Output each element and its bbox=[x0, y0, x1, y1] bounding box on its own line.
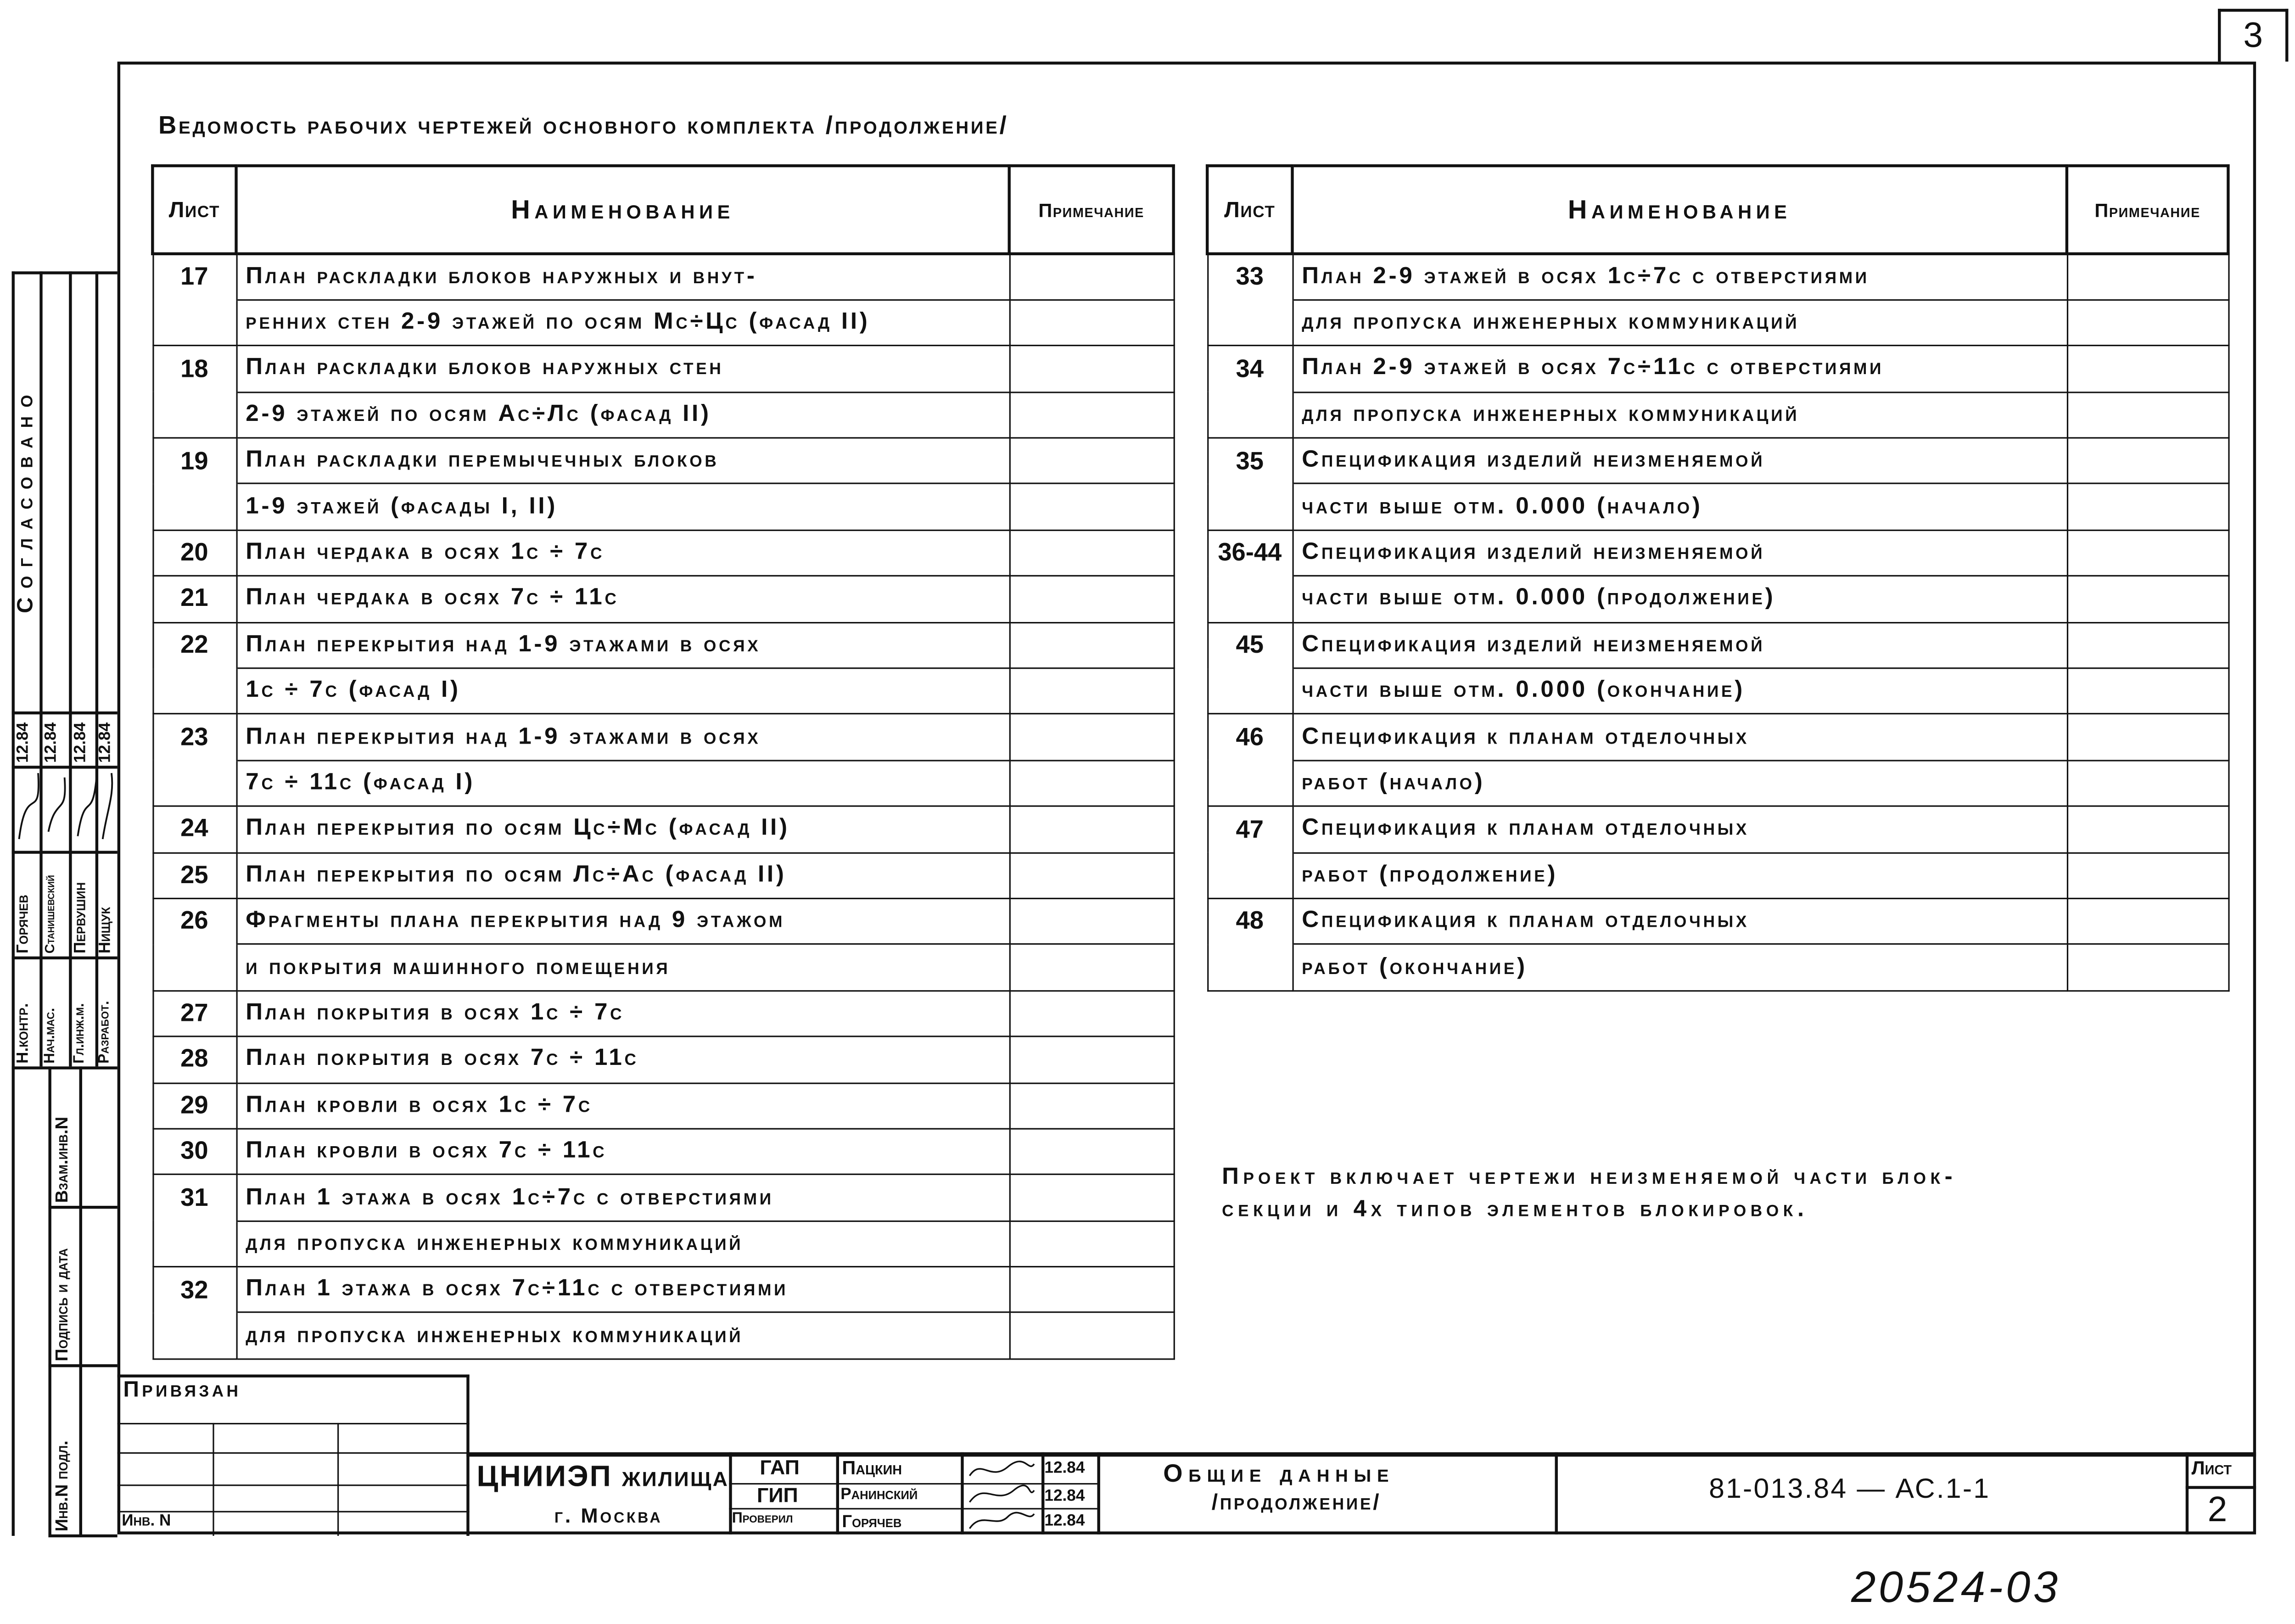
table-row bbox=[152, 945, 1173, 991]
project-note bbox=[1222, 1162, 1957, 1226]
note-cell bbox=[1009, 714, 1174, 760]
sheet-number-cell: 36-44 bbox=[1207, 530, 1292, 576]
sheet-number-cell: 48 bbox=[1207, 898, 1292, 944]
drawing-name-cell: для пропуска инженерных коммуникаций bbox=[236, 1313, 1009, 1359]
sheet-number-cell: 46 bbox=[1207, 714, 1292, 760]
sheet-number-cell: 29 bbox=[152, 1083, 236, 1129]
person-date: 12.84 bbox=[1044, 1459, 1085, 1478]
stamp-role: Н.контр. bbox=[14, 1003, 33, 1064]
note-cell bbox=[1009, 760, 1174, 806]
drawing-name-cell: Спецификация изделий неизменяемой bbox=[1292, 530, 2066, 576]
drawing-name-cell: План 1 этажа в осях 7с÷11с с отверстиями bbox=[236, 1267, 1009, 1313]
person-date: 12.84 bbox=[1044, 1512, 1085, 1530]
header-name: Наименование bbox=[1292, 166, 2066, 254]
drawing-name-cell: работ (окончание) bbox=[1292, 945, 2066, 991]
table-row bbox=[152, 760, 1173, 806]
drawing-name-cell: План покрытия в осях 1с ÷ 7с bbox=[236, 991, 1009, 1036]
table-row bbox=[152, 714, 1173, 760]
table-row bbox=[152, 622, 1173, 668]
org-name: ЦНИИЭП жилища bbox=[476, 1461, 729, 1494]
note-cell bbox=[2067, 806, 2228, 852]
note-cell bbox=[1009, 1313, 1174, 1359]
sheet-number-cell bbox=[152, 392, 236, 438]
person-name: Горячев bbox=[842, 1511, 902, 1532]
table-row bbox=[152, 1313, 1173, 1359]
note-line: Проект включает чертежи неизменяемой части блок- bbox=[1222, 1165, 1957, 1190]
sheet-number-cell: 32 bbox=[152, 1267, 236, 1313]
sheet-number-cell: 23 bbox=[152, 714, 236, 760]
stamp-date: 12.84 bbox=[14, 722, 33, 763]
sheet-number-cell bbox=[1207, 852, 1292, 898]
note-cell bbox=[2067, 668, 2228, 714]
note-cell bbox=[2067, 438, 2228, 484]
note-cell bbox=[2067, 346, 2228, 392]
drawing-name-cell: для пропуска инженерных коммуникаций bbox=[1292, 300, 2066, 346]
sheet-number-cell: 24 bbox=[152, 806, 236, 852]
drawings-table-right bbox=[1206, 164, 2230, 991]
person-name: Ранинский bbox=[840, 1486, 918, 1504]
sheet-number-cell: 47 bbox=[1207, 806, 1292, 852]
sheet-number-cell bbox=[1207, 668, 1292, 714]
note-cell bbox=[1009, 1083, 1174, 1129]
table-row bbox=[152, 1083, 1173, 1129]
sheet-number-cell bbox=[152, 945, 236, 991]
note-cell bbox=[1009, 806, 1174, 852]
sheet-number-cell: 21 bbox=[152, 576, 236, 622]
sheet-number-cell bbox=[152, 300, 236, 346]
drawing-name-cell: План покрытия в осях 7с ÷ 11с bbox=[236, 1036, 1009, 1082]
drawing-name-cell: План кровли в осях 7с ÷ 11с bbox=[236, 1129, 1009, 1175]
table-row bbox=[152, 991, 1173, 1036]
note-cell bbox=[2067, 576, 2228, 622]
drawings-table-left bbox=[151, 164, 1175, 1360]
note-cell bbox=[1009, 438, 1174, 484]
stamp-date: 12.84 bbox=[72, 722, 90, 763]
table-row bbox=[1207, 484, 2228, 530]
header-note: Примечание bbox=[2067, 166, 2228, 254]
note-cell bbox=[1009, 945, 1174, 991]
signature-date-label: Подпись и дата bbox=[51, 1248, 72, 1361]
inv-number-label: Инв. N bbox=[122, 1512, 171, 1530]
note-cell bbox=[2067, 852, 2228, 898]
drawing-name-cell: Спецификация к планам отделочных bbox=[1292, 806, 2066, 852]
corner-sheet-number: 3 bbox=[2218, 9, 2288, 62]
drawing-name-cell: План раскладки блоков наружных стен bbox=[236, 346, 1009, 392]
table-row bbox=[152, 300, 1173, 346]
note-cell bbox=[1009, 576, 1174, 622]
note-cell bbox=[2067, 530, 2228, 576]
table-row bbox=[152, 392, 1173, 438]
note-cell bbox=[1009, 1221, 1174, 1267]
note-cell bbox=[1009, 991, 1174, 1036]
sheet-number-cell bbox=[1207, 760, 1292, 806]
sheet-number-cell: 18 bbox=[152, 346, 236, 392]
note-cell bbox=[1009, 622, 1174, 668]
sheet-number-cell bbox=[152, 484, 236, 530]
page-title: Ведомость рабочих чертежей основного комплекта /продолжение/ bbox=[158, 111, 1009, 140]
sheet-number-cell bbox=[152, 668, 236, 714]
binding-label: Привязан bbox=[123, 1377, 241, 1403]
sheet-number-cell: 17 bbox=[152, 254, 236, 300]
drawing-name-cell: Спецификация изделий неизменяемой bbox=[1292, 438, 2066, 484]
note-cell bbox=[1009, 1175, 1174, 1221]
drawing-name-cell: План раскладки блоков наружных и внут- bbox=[236, 254, 1009, 300]
stamp-date: 12.84 bbox=[42, 722, 61, 763]
table-row bbox=[1207, 945, 2228, 991]
note-cell bbox=[2067, 254, 2228, 300]
drawing-name-cell: 1с ÷ 7с (фасад I) bbox=[236, 668, 1009, 714]
drawing-name-cell: Спецификация изделий неизменяемой bbox=[1292, 622, 2066, 668]
note-cell bbox=[1009, 254, 1174, 300]
table-row bbox=[152, 1129, 1173, 1175]
table-row bbox=[152, 668, 1173, 714]
stamp-role: Гл.инж.м. bbox=[72, 1003, 88, 1064]
table-row bbox=[1207, 300, 2228, 346]
sheet-number-cell bbox=[1207, 945, 1292, 991]
table-row bbox=[152, 438, 1173, 484]
note-cell bbox=[2067, 392, 2228, 438]
header-sheet: Лист bbox=[1207, 166, 1292, 254]
drawing-name-cell: План чердака в осях 1с ÷ 7с bbox=[236, 530, 1009, 576]
person-name: Пацкин bbox=[842, 1456, 902, 1479]
note-cell bbox=[1009, 1267, 1174, 1313]
sheet-number-cell: 30 bbox=[152, 1129, 236, 1175]
signatures-icon bbox=[964, 1455, 1040, 1534]
drawing-name-cell: План 1 этажа в осях 1с÷7с с отверстиями bbox=[236, 1175, 1009, 1221]
sheet-number-cell: 20 bbox=[152, 530, 236, 576]
note-cell bbox=[2067, 300, 2228, 346]
note-cell bbox=[2067, 484, 2228, 530]
note-cell bbox=[2067, 714, 2228, 760]
sheet-number-cell bbox=[152, 760, 236, 806]
signatures-icon bbox=[12, 766, 118, 851]
sheet-number-cell: 25 bbox=[152, 852, 236, 898]
document-title: Общие данные bbox=[1163, 1459, 1395, 1488]
drawing-name-cell: работ (начало) bbox=[1292, 760, 2066, 806]
sheet-number-cell: 31 bbox=[152, 1175, 236, 1221]
sheet-number-cell bbox=[152, 1313, 236, 1359]
org-city: г. Москва bbox=[554, 1503, 663, 1527]
sheet-number-cell: 34 bbox=[1207, 346, 1292, 392]
table-row bbox=[1207, 622, 2228, 668]
drawing-name-cell: План 2-9 этажей в осях 7с÷11с с отверстиями bbox=[1292, 346, 2066, 392]
table-row bbox=[1207, 852, 2228, 898]
stamp-date: 12.84 bbox=[96, 722, 115, 763]
drawing-name-cell: План 2-9 этажей в осях 1с÷7с с отверстиями bbox=[1292, 254, 2066, 300]
drawing-name-cell: План перекрытия по осям Цс÷Мс (фасад II) bbox=[236, 806, 1009, 852]
agreed-label: Согласовано bbox=[13, 386, 39, 613]
drawing-name-cell: План кровли в осях 1с ÷ 7с bbox=[236, 1083, 1009, 1129]
note-cell bbox=[1009, 530, 1174, 576]
drawing-name-cell: 7с ÷ 11с (фасад I) bbox=[236, 760, 1009, 806]
sheet-number: 2 bbox=[2207, 1490, 2228, 1530]
sheet-label: Лист bbox=[2191, 1456, 2232, 1479]
drawing-name-cell: части выше отм. 0.000 (окончание) bbox=[1292, 668, 2066, 714]
table-row bbox=[152, 484, 1173, 530]
table-row bbox=[152, 1267, 1173, 1313]
sheet-number-cell bbox=[1207, 576, 1292, 622]
table-row bbox=[1207, 530, 2228, 576]
table-row bbox=[1207, 898, 2228, 944]
sheet-number-cell: 45 bbox=[1207, 622, 1292, 668]
header-name: Наименование bbox=[236, 166, 1009, 254]
replace-inv-label: Взам.инв.N bbox=[51, 1116, 72, 1203]
table-row bbox=[152, 852, 1173, 898]
table-row bbox=[152, 254, 1173, 300]
note-cell bbox=[1009, 1129, 1174, 1175]
table-row bbox=[152, 1036, 1173, 1082]
table-row bbox=[1207, 714, 2228, 760]
drawing-name-cell: Спецификация к планам отделочных bbox=[1292, 714, 2066, 760]
sheet-number-cell: 19 bbox=[152, 438, 236, 484]
drawing-name-cell: для пропуска инженерных коммуникаций bbox=[236, 1221, 1009, 1267]
person-role: ГАП bbox=[760, 1455, 800, 1479]
table-row bbox=[152, 806, 1173, 852]
header-sheet: Лист bbox=[152, 166, 236, 254]
table-row bbox=[1207, 806, 2228, 852]
table-row bbox=[1207, 760, 2228, 806]
table-row bbox=[1207, 576, 2228, 622]
drawing-name-cell: и покрытия машинного помещения bbox=[236, 945, 1009, 991]
sheet-number-cell: 33 bbox=[1207, 254, 1292, 300]
table-row bbox=[152, 1175, 1173, 1221]
table-row bbox=[152, 530, 1173, 576]
note-cell bbox=[1009, 300, 1174, 346]
stamp-name: Станишевский bbox=[42, 875, 57, 954]
drawing-name-cell: 2-9 этажей по осям Ас÷Лс (фасад II) bbox=[236, 392, 1009, 438]
table-row bbox=[1207, 438, 2228, 484]
stamp-role: Разработ. bbox=[96, 1001, 113, 1064]
note-cell bbox=[1009, 484, 1174, 530]
note-cell bbox=[1009, 346, 1174, 392]
drawing-name-cell: ренних стен 2-9 этажей по осям Мс÷Цс (фасад II) bbox=[236, 300, 1009, 346]
document-code: 81-013.84 — АС.1-1 bbox=[1709, 1474, 1991, 1505]
drawing-name-cell: План раскладки перемычечных блоков bbox=[236, 438, 1009, 484]
drawing-name-cell: для пропуска инженерных коммуникаций bbox=[1292, 392, 2066, 438]
stamp-name: Горячев bbox=[14, 895, 33, 954]
note-cell bbox=[1009, 1036, 1174, 1082]
table-row bbox=[1207, 254, 2228, 300]
sheet-number-cell: 22 bbox=[152, 622, 236, 668]
sheet-number-cell: 27 bbox=[152, 991, 236, 1036]
table-row bbox=[1207, 392, 2228, 438]
sheet-number-cell bbox=[1207, 484, 1292, 530]
note-cell bbox=[1009, 668, 1174, 714]
drawing-name-cell: Спецификация к планам отделочных bbox=[1292, 898, 2066, 944]
drawing-name-cell: План перекрытия над 1-9 этажами в осях bbox=[236, 714, 1009, 760]
note-cell bbox=[1009, 898, 1174, 944]
header-note: Примечание bbox=[1009, 166, 1174, 254]
table-row bbox=[152, 346, 1173, 392]
table-row bbox=[1207, 346, 2228, 392]
note-cell bbox=[2067, 898, 2228, 944]
drawing-name-cell: План чердака в осях 7с ÷ 11с bbox=[236, 576, 1009, 622]
drawing-name-cell: План перекрытия по осям Лс÷Ас (фасад II) bbox=[236, 852, 1009, 898]
drawing-name-cell: Фрагменты плана перекрытия над 9 этажом bbox=[236, 898, 1009, 944]
note-line: секции и 4х типов элементов блокировок. bbox=[1222, 1197, 1808, 1222]
drawing-name-cell: работ (продолжение) bbox=[1292, 852, 2066, 898]
table-row bbox=[1207, 668, 2228, 714]
table-row bbox=[152, 576, 1173, 622]
note-cell bbox=[1009, 392, 1174, 438]
document-subtitle: /продолжение/ bbox=[1211, 1490, 1382, 1516]
drawing-name-cell: План перекрытия над 1-9 этажами в осях bbox=[236, 622, 1009, 668]
person-date: 12.84 bbox=[1044, 1487, 1085, 1505]
person-role: Проверил bbox=[732, 1511, 793, 1527]
drawing-name-cell: 1-9 этажей (фасады I, II) bbox=[236, 484, 1009, 530]
stamp-name: Первушин bbox=[72, 882, 90, 954]
note-cell bbox=[2067, 622, 2228, 668]
stamp-name: Нищук bbox=[96, 907, 115, 954]
sheet-number-cell bbox=[152, 1221, 236, 1267]
stamp-role: Нач.мас. bbox=[42, 1008, 59, 1064]
note-cell bbox=[2067, 760, 2228, 806]
sheet-number-cell bbox=[1207, 392, 1292, 438]
person-role: ГИП bbox=[757, 1483, 798, 1507]
archive-number: 20524-03 bbox=[1851, 1563, 2061, 1613]
sheet-number-cell: 26 bbox=[152, 898, 236, 944]
table-row bbox=[152, 898, 1173, 944]
table-row bbox=[152, 1221, 1173, 1267]
sheet-number-cell bbox=[1207, 300, 1292, 346]
drawing-name-cell: части выше отм. 0.000 (начало) bbox=[1292, 484, 2066, 530]
inv-original-label: Инв.N подл. bbox=[51, 1440, 72, 1532]
drawing-name-cell: части выше отм. 0.000 (продолжение) bbox=[1292, 576, 2066, 622]
note-cell bbox=[1009, 852, 1174, 898]
sheet-number-cell: 28 bbox=[152, 1036, 236, 1082]
note-cell bbox=[2067, 945, 2228, 991]
sheet-number-cell: 35 bbox=[1207, 438, 1292, 484]
